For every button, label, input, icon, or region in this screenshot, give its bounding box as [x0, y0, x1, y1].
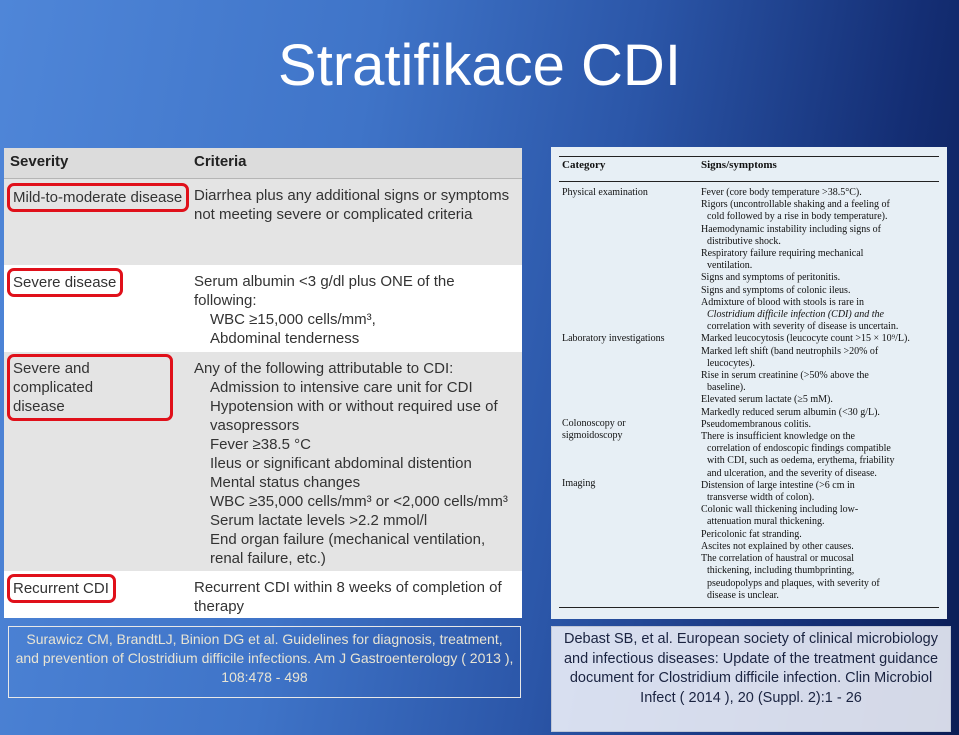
category-physical-examination: [562, 187, 648, 199]
severity-label-severe-complicated: [7, 354, 173, 421]
criteria-indented-line: WBC ≥15,000 cells/mm³,: [210, 311, 376, 328]
severity-label-recurrent: [7, 574, 116, 603]
criteria-mild: [194, 186, 509, 224]
criteria-line: following:: [194, 292, 257, 309]
category-line: sigmoidoscopy: [562, 430, 623, 442]
header-severity: Severity: [10, 153, 69, 170]
criteria-severe: [194, 272, 455, 348]
category-imaging: [562, 478, 595, 490]
category-line: Imaging: [562, 478, 596, 489]
criteria-indented-line: renal failure, etc.): [210, 550, 326, 567]
header-category: Category: [562, 159, 606, 171]
sign-line: Rigors (uncontrollable shaking and a feeling of: [701, 199, 890, 211]
signs-symptoms-table: [551, 147, 947, 619]
sign-line: Haemodynamic instability including signs of: [701, 223, 881, 235]
sign-line: leucocytes).: [707, 357, 756, 369]
table-row-mild: [4, 179, 522, 265]
sign-line: Distension of large intestine (>6 cm in: [701, 479, 855, 491]
category-line: Laboratory investigations: [562, 333, 665, 344]
header-signs-symptoms: Signs/symptoms: [701, 159, 777, 171]
sign-line: Pseudomembranous colitis.: [701, 418, 811, 430]
sign-line: Fever (core body temperature >38.5°C).: [701, 187, 862, 198]
category-line: Physical examination: [562, 187, 648, 198]
sign-line: disease is unclear.: [707, 589, 779, 601]
sign-line: Pericolonic fat stranding.: [701, 528, 802, 540]
criteria-indented-line: Abdominal tenderness: [210, 330, 360, 347]
criteria-severe-complicated: [194, 359, 508, 568]
sign-line: pseudopolyps and plaques, with severity of: [707, 577, 880, 589]
sign-line: distributive shock.: [707, 235, 781, 247]
criteria-indented-line: Mental status changes: [210, 474, 361, 491]
sign-line: Ascites not explained by other causes.: [701, 540, 854, 552]
category-line: Colonoscopy or: [562, 418, 626, 429]
criteria-line: Any of the following attributable to CDI:: [194, 360, 454, 377]
table-rule-header: [559, 181, 939, 182]
sign-line: Admixture of blood with stools is rare in: [701, 296, 865, 308]
severity-line: Severe disease: [13, 274, 117, 291]
criteria-indented-line: Hypotension with or without required use of: [210, 398, 498, 415]
sign-line: with CDI, such as oedema, erythema, friability: [707, 455, 895, 467]
criteria-indented-line: WBC ≥35,000 cells/mm³ or <2,000 cells/mm³: [210, 493, 508, 510]
criteria-indented-line: Serum lactate levels >2.2 mmol/l: [210, 512, 428, 529]
sign-line: Rise in serum creatinine (>50% above the: [701, 370, 869, 382]
criteria-indented-line: Admission to intensive care unit for CDI: [210, 379, 473, 396]
sign-line: Signs and symptoms of peritonitis.: [701, 272, 841, 284]
table-rule-top: [559, 156, 939, 157]
severity-line: Recurrent CDI: [13, 580, 109, 597]
sign-line: Signs and symptoms of colonic ileus.: [701, 284, 851, 296]
sign-line: baseline).: [707, 382, 746, 394]
reference-surawicz: Surawicz CM, BrandtLJ, Binion DG et al. Guidelines for diagnosis, treatment, and prevention of Clostridium difficile infections. Am J Gastroenterology ( 2013 ), 108:478 - 498: [8, 626, 521, 698]
sign-line: transverse width of colon).: [707, 492, 815, 504]
criteria-indented-line: vasopressors: [210, 417, 300, 434]
slide-title: Stratifikace CDI: [278, 33, 681, 98]
sign-line: Marked leucocytosis (leucocyte count >15 × 10⁹/L).: [701, 333, 910, 345]
severity-line: Severe and complicated: [13, 360, 94, 396]
sign-line: cold followed by a rise in body temperature).: [707, 211, 888, 223]
severity-line: Mild-to-moderate disease: [13, 189, 183, 206]
reference-debast: Debast SB, et al. European society of clinical microbiology and infectious diseases: Update of the treatment guidance document for Clostridium difficile infection. Clin Microbiol Infect ( 2014 ), 20 (Suppl. 2):1 - 26: [551, 626, 951, 732]
category-laboratory: [562, 333, 664, 345]
criteria-line: Recurrent CDI within 8 weeks of completion of: [194, 579, 502, 596]
criteria-indented-line: Fever ≥38.5 °C: [210, 436, 311, 453]
sign-line: attenuation mural thickening.: [707, 516, 825, 528]
sign-line: Clostridium difficile infection (CDI) and the: [707, 309, 884, 321]
sign-line: Marked left shift (band neutrophils >20% of: [701, 345, 879, 357]
table-row-severe-complicated: [4, 352, 522, 571]
sign-line: Colonic wall thickening including low-: [701, 504, 859, 516]
criteria-line: Serum albumin <3 g/dl plus ONE of the: [194, 273, 455, 290]
sign-line: Elevated serum lactate (≥5 mM).: [701, 394, 833, 406]
sign-line: The correlation of haustral or mucosal: [701, 553, 854, 565]
criteria-line: not meeting severe or complicated criteria: [194, 206, 473, 223]
criteria-recurrent: [194, 578, 502, 616]
severity-table-header: [4, 148, 522, 179]
sign-line: correlation with severity of disease is uncertain.: [707, 321, 899, 333]
criteria-indented-line: End organ failure (mechanical ventilation,: [210, 531, 486, 548]
signs-symptoms-list: [701, 187, 945, 602]
sign-line: ventilation.: [707, 260, 753, 272]
criteria-line: Diarrhea plus any additional signs or symptoms: [194, 187, 510, 204]
severity-line: disease: [13, 398, 65, 415]
table-rule-bottom: [559, 607, 939, 608]
sign-line: and ulceration, and the severity of disease.: [707, 467, 877, 479]
criteria-line: therapy: [194, 598, 245, 615]
severity-label-mild: [7, 183, 189, 212]
category-colonoscopy: [562, 418, 626, 442]
sign-line: Markedly reduced serum albumin (<30 g/L).: [701, 406, 880, 418]
severity-table: [4, 148, 522, 618]
sign-line: thickening, including thumbprinting,: [707, 565, 855, 577]
table-row-severe: [4, 265, 522, 351]
sign-line: Respiratory failure requiring mechanical: [701, 248, 864, 260]
table-row-recurrent: [4, 572, 522, 618]
header-criteria: Criteria: [194, 153, 247, 170]
sign-line: There is insufficient knowledge on the: [701, 431, 855, 443]
sign-line: correlation of endoscopic findings compatible: [707, 443, 891, 455]
severity-label-severe: [7, 268, 123, 297]
criteria-indented-line: Ileus or significant abdominal distention: [210, 455, 472, 472]
